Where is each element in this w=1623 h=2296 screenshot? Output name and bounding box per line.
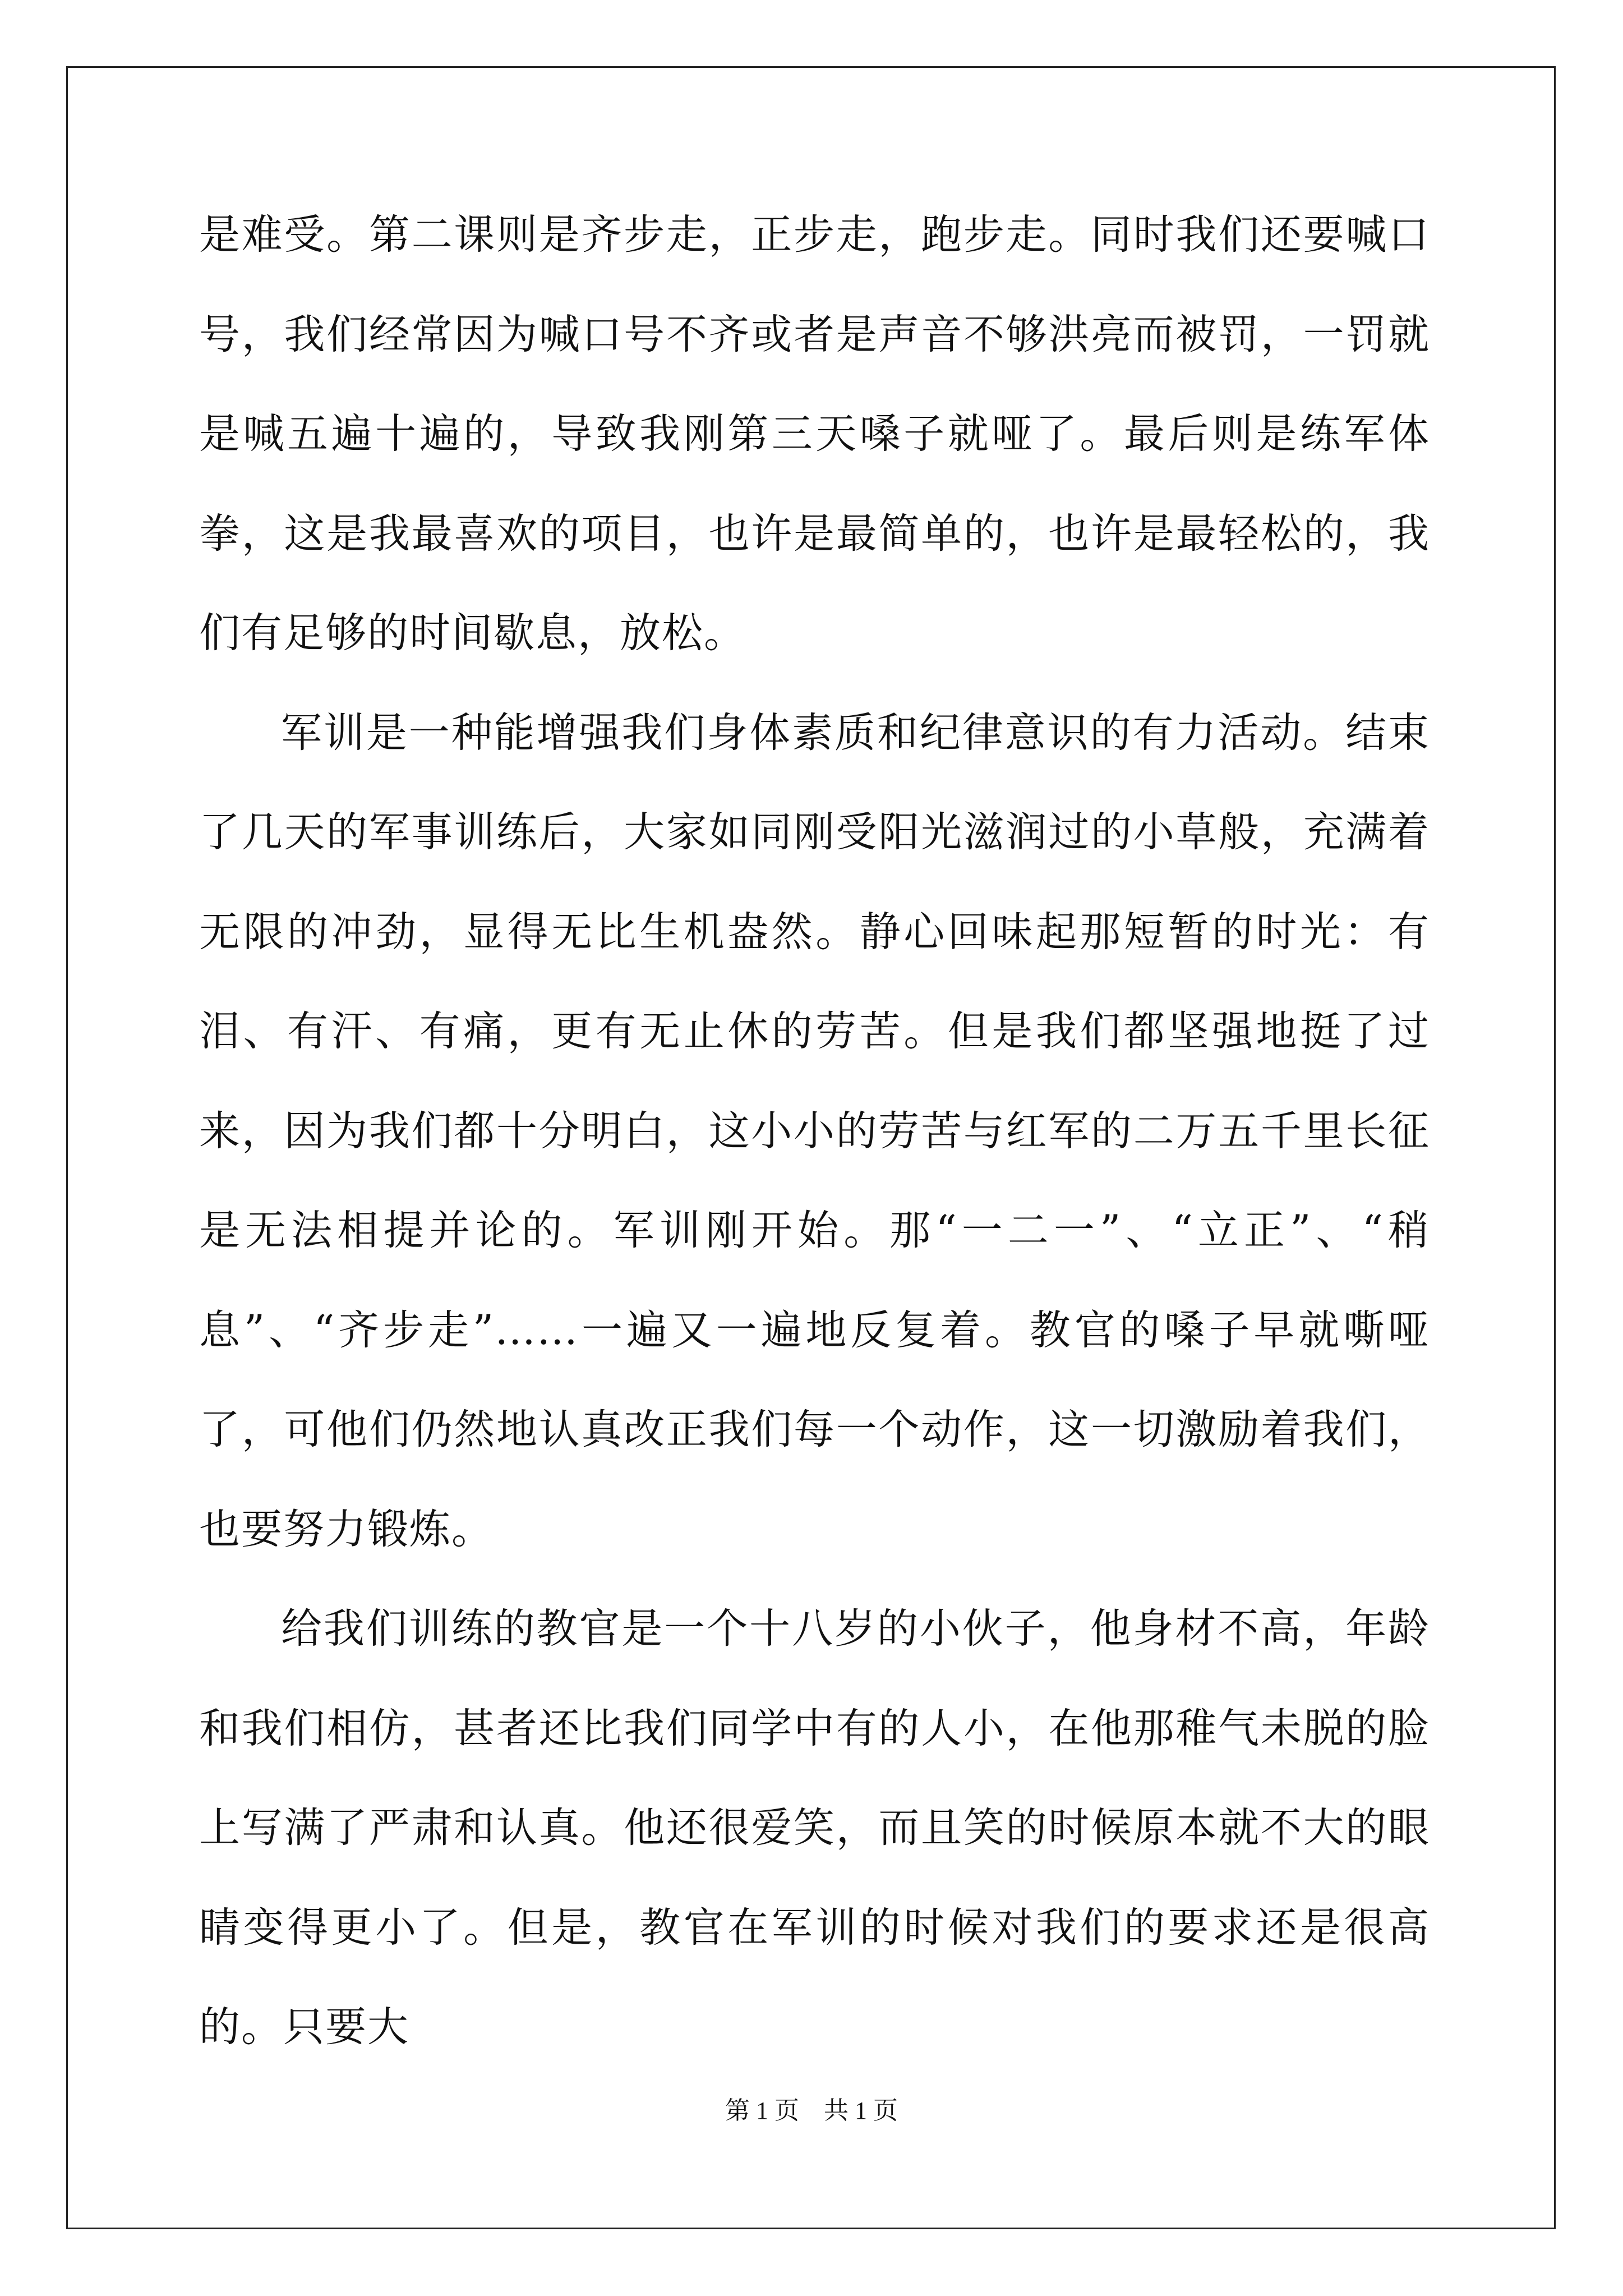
paragraph-3: 给我们训练的教官是一个十八岁的小伙子，他身材不高，年龄和我们相仿，甚者还比我们同学中有的人小，在他那稚气未脱的脸上写满了严肃和认真。他还很爱笑，而且笑的时候原本就不大的眼睛变得更小了。但是，教官在军训的时候对我们的要求还是很高的。只要大 [199,1605,1430,2051]
paragraph-1: 是难受。第二课则是齐步走，正步走，跑步走。同时我们还要喊口号，我们经常因为喊口号不齐或者是声音不够洪亮而被罚，一罚就是喊五遍十遍的，导致我刚第三天嗓子就哑了。最后则是练军体拳，这是我最喜欢的项目，也许是最简单的，也许是最轻松的，我们有足够的时间歇息，放松。 [199,211,1430,657]
paragraph-2: 军训是一种能增强我们身体素质和纪律意识的有力活动。结束了几天的军事训练后，大家如同刚受阳光滋润过的小草般，充满着无限的冲劲，显得无比生机盎然。静心回味起那短暂的时光：有泪、有汗、有痛，更有无止休的劳苦。但是我们都坚强地挺了过来，因为我们都十分明白，这小小的劳苦与红军的二万五千里长征是无法相提并论的。军训刚开始。那“一二一”、“立正”、“稍息”、“齐步走”……一遍又一遍地反复着。教官的嗓子早就嘶哑了，可他们仍然地认真改正我们每一个动作，这一切激励着我们，也要努力锻炼。 [199,708,1430,1553]
document-body [199,185,1430,2077]
page-number-footer: 第 1 页 共 1 页 [725,2097,898,2124]
